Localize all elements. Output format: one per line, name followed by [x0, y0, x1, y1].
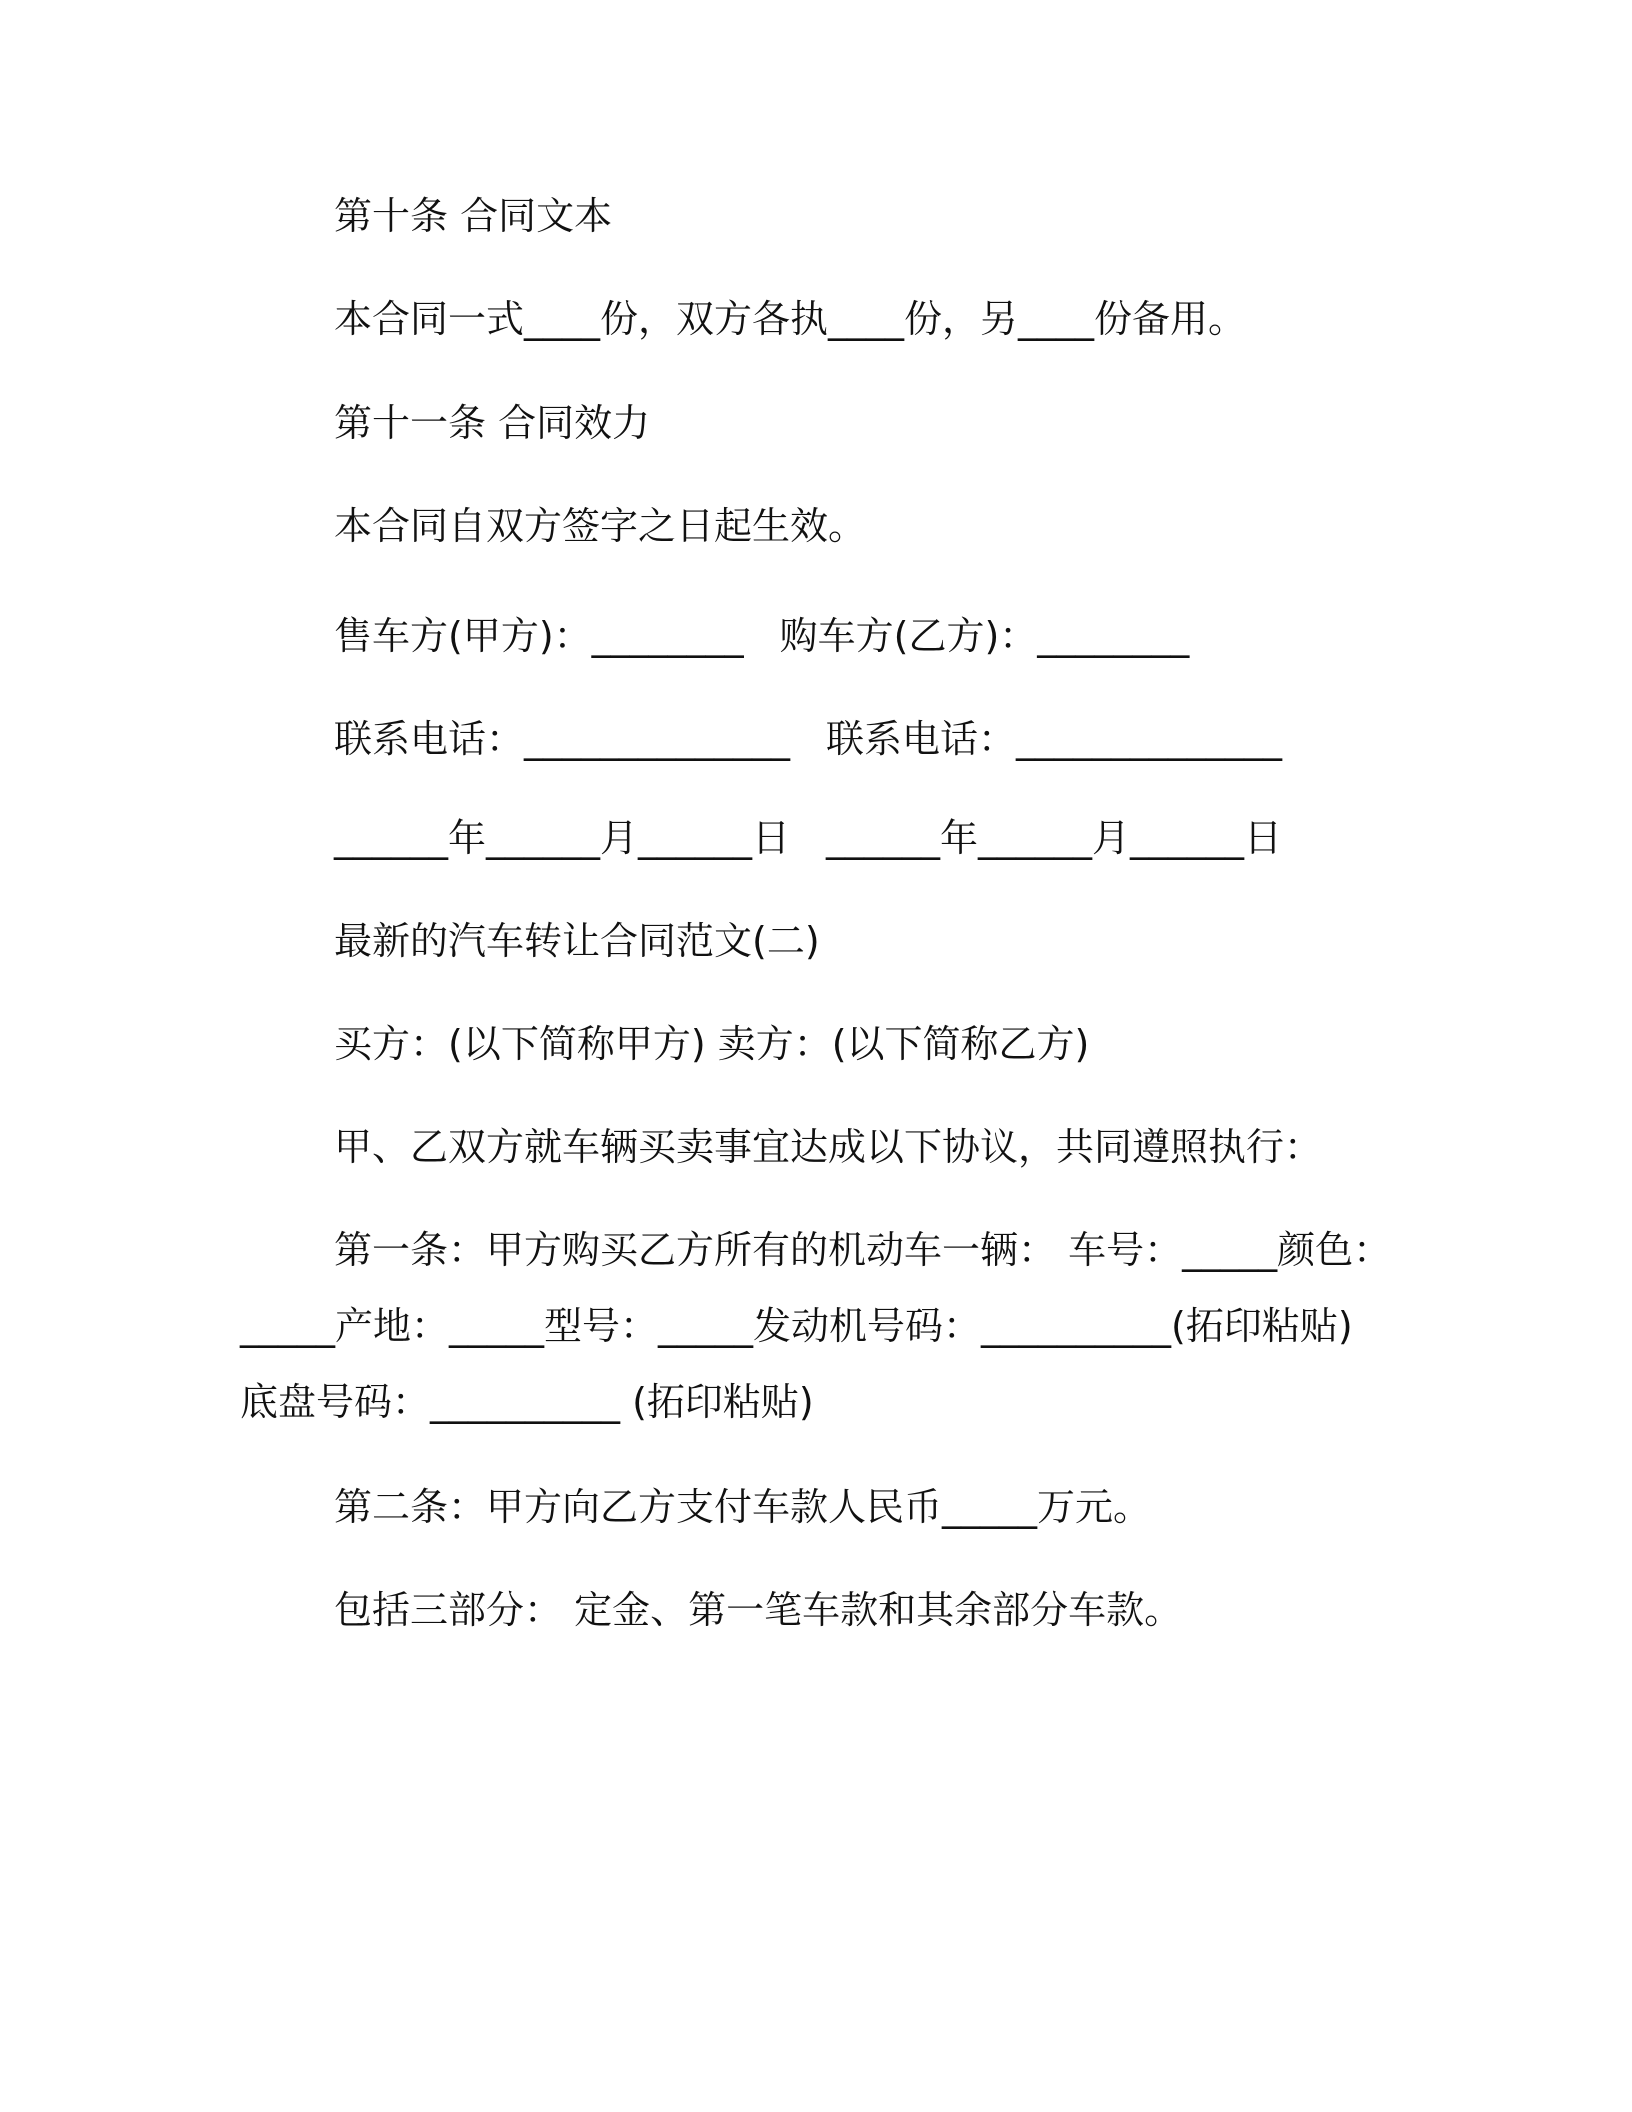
phone-row [334, 713, 1282, 765]
date-row [334, 812, 1282, 864]
parties-line: 买方：(以下简称甲方) 卖方：(以下简称乙方) [334, 1022, 1090, 1066]
article-10-title: 第十条 合同文本 [334, 194, 613, 238]
buyer-signature-field: 购车方(乙方)：________ [779, 614, 1190, 658]
section-2-title: 最新的汽车转让合同范文(二) [334, 919, 820, 963]
signature-parties-row [334, 610, 1189, 662]
article-1-line-3: 底盘号码：__________ (拓印粘贴) [240, 1380, 814, 1424]
seller-signature-field: 售车方(甲方)：________ [334, 614, 744, 658]
article-2-body: 第二条：甲方向乙方支付车款人民币_____万元。 [334, 1485, 1152, 1529]
buyer-phone-field: 联系电话：______________ [826, 717, 1283, 761]
payment-parts: 包括三部分： 定金、第一笔车款和其余部分车款。 [334, 1588, 1183, 1632]
agreement-intro: 甲、乙双方就车辆买卖事宜达成以下协议，共同遵照执行： [334, 1125, 1323, 1169]
article-11-body: 本合同自双方签字之日起生效。 [334, 504, 867, 548]
article-11-title: 第十一条 合同效力 [334, 401, 651, 445]
seller-date-field: ______年______月______日 [334, 816, 791, 860]
seller-phone-field: 联系电话：______________ [334, 717, 791, 761]
buyer-date-field: ______年______月______日 [826, 816, 1283, 860]
article-1-line-2: _____产地：_____型号：_____发动机号码：__________(拓印粘贴) [240, 1304, 1353, 1348]
article-10-body: 本合同一式____份，双方各执____份，另____份备用。 [334, 297, 1247, 341]
article-1-line-1: 第一条：甲方购买乙方所有的机动车一辆： 车号：_____颜色： [334, 1228, 1392, 1272]
